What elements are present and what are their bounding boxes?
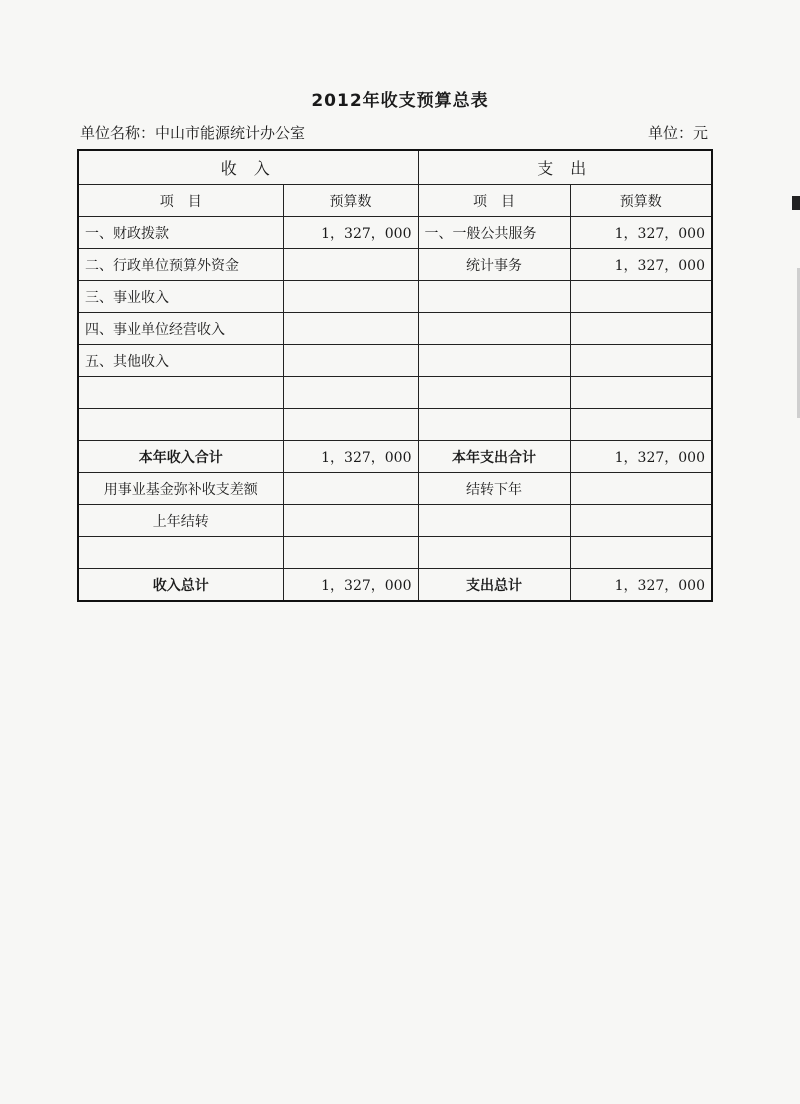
income-value	[283, 345, 418, 377]
expense-item	[418, 313, 570, 345]
expense-item-header: 项 目	[418, 185, 570, 217]
table-row	[78, 537, 712, 569]
income-value	[283, 505, 418, 537]
table-row	[78, 473, 712, 505]
income-value	[283, 249, 418, 281]
income-item: 用事业基金弥补收支差额	[78, 473, 283, 505]
total-row	[78, 569, 712, 602]
expense-value	[570, 345, 712, 377]
income-item	[78, 537, 283, 569]
income-value	[283, 537, 418, 569]
expense-value	[570, 377, 712, 409]
income-total-label: 收入总计	[78, 569, 283, 602]
expense-value: 1，327，000	[570, 249, 712, 281]
table-row	[78, 505, 712, 537]
income-item: 三、事业收入	[78, 281, 283, 313]
expense-value	[570, 313, 712, 345]
table-row	[78, 249, 712, 281]
expense-total-label: 支出总计	[418, 569, 570, 602]
income-value	[283, 409, 418, 441]
income-item: 五、其他收入	[78, 345, 283, 377]
expense-item	[418, 345, 570, 377]
income-item	[78, 409, 283, 441]
expense-section-header: 支 出	[418, 150, 712, 185]
expense-subtotal-value: 1，327，000	[570, 441, 712, 473]
income-budget-header: 预算数	[283, 185, 418, 217]
income-item: 一、财政拨款	[78, 217, 283, 249]
income-item-header: 项 目	[78, 185, 283, 217]
expense-item	[418, 537, 570, 569]
income-subtotal-label: 本年收入合计	[78, 441, 283, 473]
income-value	[283, 377, 418, 409]
currency-unit: 单位：元	[647, 124, 708, 142]
table-row	[78, 281, 712, 313]
expense-value	[570, 505, 712, 537]
income-value	[283, 281, 418, 313]
income-value	[283, 473, 418, 505]
expense-budget-header: 预算数	[570, 185, 712, 217]
scan-edge-mark	[792, 196, 800, 210]
table-row	[78, 377, 712, 409]
income-value	[283, 313, 418, 345]
subtotal-row	[78, 441, 712, 473]
expense-value: 1，327，000	[570, 217, 712, 249]
income-item	[78, 377, 283, 409]
table-row	[78, 217, 712, 249]
expense-value	[570, 473, 712, 505]
expense-value	[570, 409, 712, 441]
income-value: 1，327，000	[283, 217, 418, 249]
expense-item: 一、一般公共服务	[418, 217, 570, 249]
income-item: 上年结转	[78, 505, 283, 537]
income-subtotal-value: 1，327，000	[283, 441, 418, 473]
expense-total-value: 1，327，000	[570, 569, 712, 602]
table-row	[78, 345, 712, 377]
table-row	[78, 409, 712, 441]
expense-value	[570, 537, 712, 569]
expense-value	[570, 281, 712, 313]
expense-subtotal-label: 本年支出合计	[418, 441, 570, 473]
income-item: 四、事业单位经营收入	[78, 313, 283, 345]
income-total-value: 1，327，000	[283, 569, 418, 602]
expense-item	[418, 505, 570, 537]
unit-name: 单位名称：中山市能源统计办公室	[80, 124, 306, 142]
budget-table	[77, 149, 713, 602]
page-title: 2012年收支预算总表	[311, 91, 489, 111]
expense-item: 统计事务	[418, 249, 570, 281]
income-item: 二、行政单位预算外资金	[78, 249, 283, 281]
income-section-header: 收 入	[78, 150, 418, 185]
expense-item	[418, 409, 570, 441]
expense-item	[418, 377, 570, 409]
expense-item: 结转下年	[418, 473, 570, 505]
table-row	[78, 313, 712, 345]
expense-item	[418, 281, 570, 313]
